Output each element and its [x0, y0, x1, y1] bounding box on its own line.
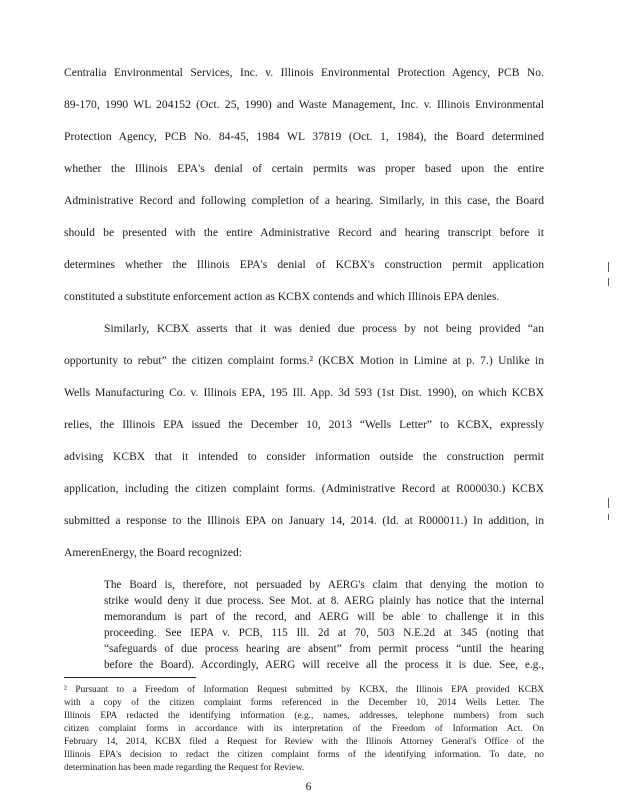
- body-line-14: application, including the citizen complaint forms. (Administrative Record at R000030.) KCBX: [64, 482, 544, 495]
- body-line-3: Protection Agency, PCB No. 84-45, 1984 WL 37819 (Oct. 1, 1984), the Board determined: [64, 130, 544, 143]
- footnote-line-7: determination has been made regarding the Request for Review.: [64, 763, 305, 773]
- footnote-line-2: with a copy of the citizen complaint forms referenced in the December 10, 2014 Wells Letter. The: [64, 698, 544, 708]
- body-line-1: Centralia Environmental Services, Inc. v. Illinois Environmental Protection Agency, PCB No.: [64, 66, 544, 79]
- page-number: 6: [305, 780, 312, 793]
- footnote-line-3: Illinois EPA redacted the identifying information (e.g., names, addresses, telephone numbers) from such: [64, 711, 544, 721]
- body-line-13: advising KCBX that it intended to consider information outside the construction permit: [64, 450, 544, 463]
- scan-speck: [608, 278, 609, 286]
- body-line-8: constituted a substitute enforcement action as KCBX contends and which Illinois EPA denies.: [64, 290, 500, 303]
- body-line-4: whether the Illinois EPA's denial of certain permits was proper based upon the entire: [64, 162, 544, 175]
- scan-speck: [608, 262, 609, 272]
- quote-line-2: strike would deny it due process. See Mot. at 8. AERG plainly has notice that the internal: [104, 595, 544, 607]
- quote-line-3: memorandum is part of the record, and AERG will be able to challenge it in this: [104, 611, 544, 623]
- quote-line-6: before the Board). Accordingly, AERG will receive all the process it is due. See, e.g.,: [104, 659, 544, 671]
- body-line-16: AmerenEnergy, the Board recognized:: [64, 546, 243, 559]
- scan-speck: [608, 498, 609, 508]
- footnote-line-5: February 14, 2014, KCBX filed a Request for Review with the Illinois Attorney General's Office of the: [64, 737, 544, 747]
- footnote-line-6: Illinois EPA's decision to redact the citizen complaint forms of the identifying information. To date, no: [64, 750, 544, 760]
- body-line-2: 89-170, 1990 WL 204152 (Oct. 25, 1990) and Waste Management, Inc. v. Illinois Environmental: [64, 98, 544, 111]
- quote-line-4: proceeding. See IEPA v. PCB, 115 Ill. 2d at 70, 503 N.E.2d at 345 (noting that: [104, 627, 544, 639]
- body-line-5: Administrative Record and following completion of a hearing. Similarly, in this case, the Board: [64, 194, 544, 207]
- body-line-11: Wells Manufacturing Co. v. Illinois EPA, 195 Ill. App. 3d 593 (1st Dist. 1990), on which KCBX: [64, 386, 544, 399]
- quote-line-5: “safeguards of due process hearing are absent” from permit process “until the hearing: [104, 643, 544, 655]
- body-line-10: opportunity to rebut” the citizen complaint forms.² (KCBX Motion in Limine at p. 7.) Unlike in: [64, 354, 544, 367]
- quote-line-1: The Board is, therefore, not persuaded by AERG's claim that denying the motion to: [104, 579, 544, 591]
- body-line-12: relies, the Illinois EPA issued the December 10, 2013 “Wells Letter” to KCBX, expressly: [64, 418, 544, 431]
- body-line-15: submitted a response to the Illinois EPA on January 14, 2014. (Id. at R000011.) In addition, in: [64, 514, 544, 527]
- scan-speck: [608, 514, 609, 520]
- body-line-9: Similarly, KCBX asserts that it was denied due process by not being provided “an: [104, 322, 544, 335]
- footnote-separator: [64, 677, 196, 678]
- footnote-line-4: citizen complaint forms in accordance with its interpretation of the Freedom of Information Act. On: [64, 724, 544, 734]
- body-line-7: determines whether the Illinois EPA's denial of KCBX's construction permit application: [64, 258, 544, 271]
- body-line-6: should be presented with the entire Administrative Record and hearing transcript before it: [64, 226, 544, 239]
- footnote-line-1: ² Pursuant to a Freedom of Information Request submitted by KCBX, the Illinois EPA provided KCBX: [64, 685, 544, 695]
